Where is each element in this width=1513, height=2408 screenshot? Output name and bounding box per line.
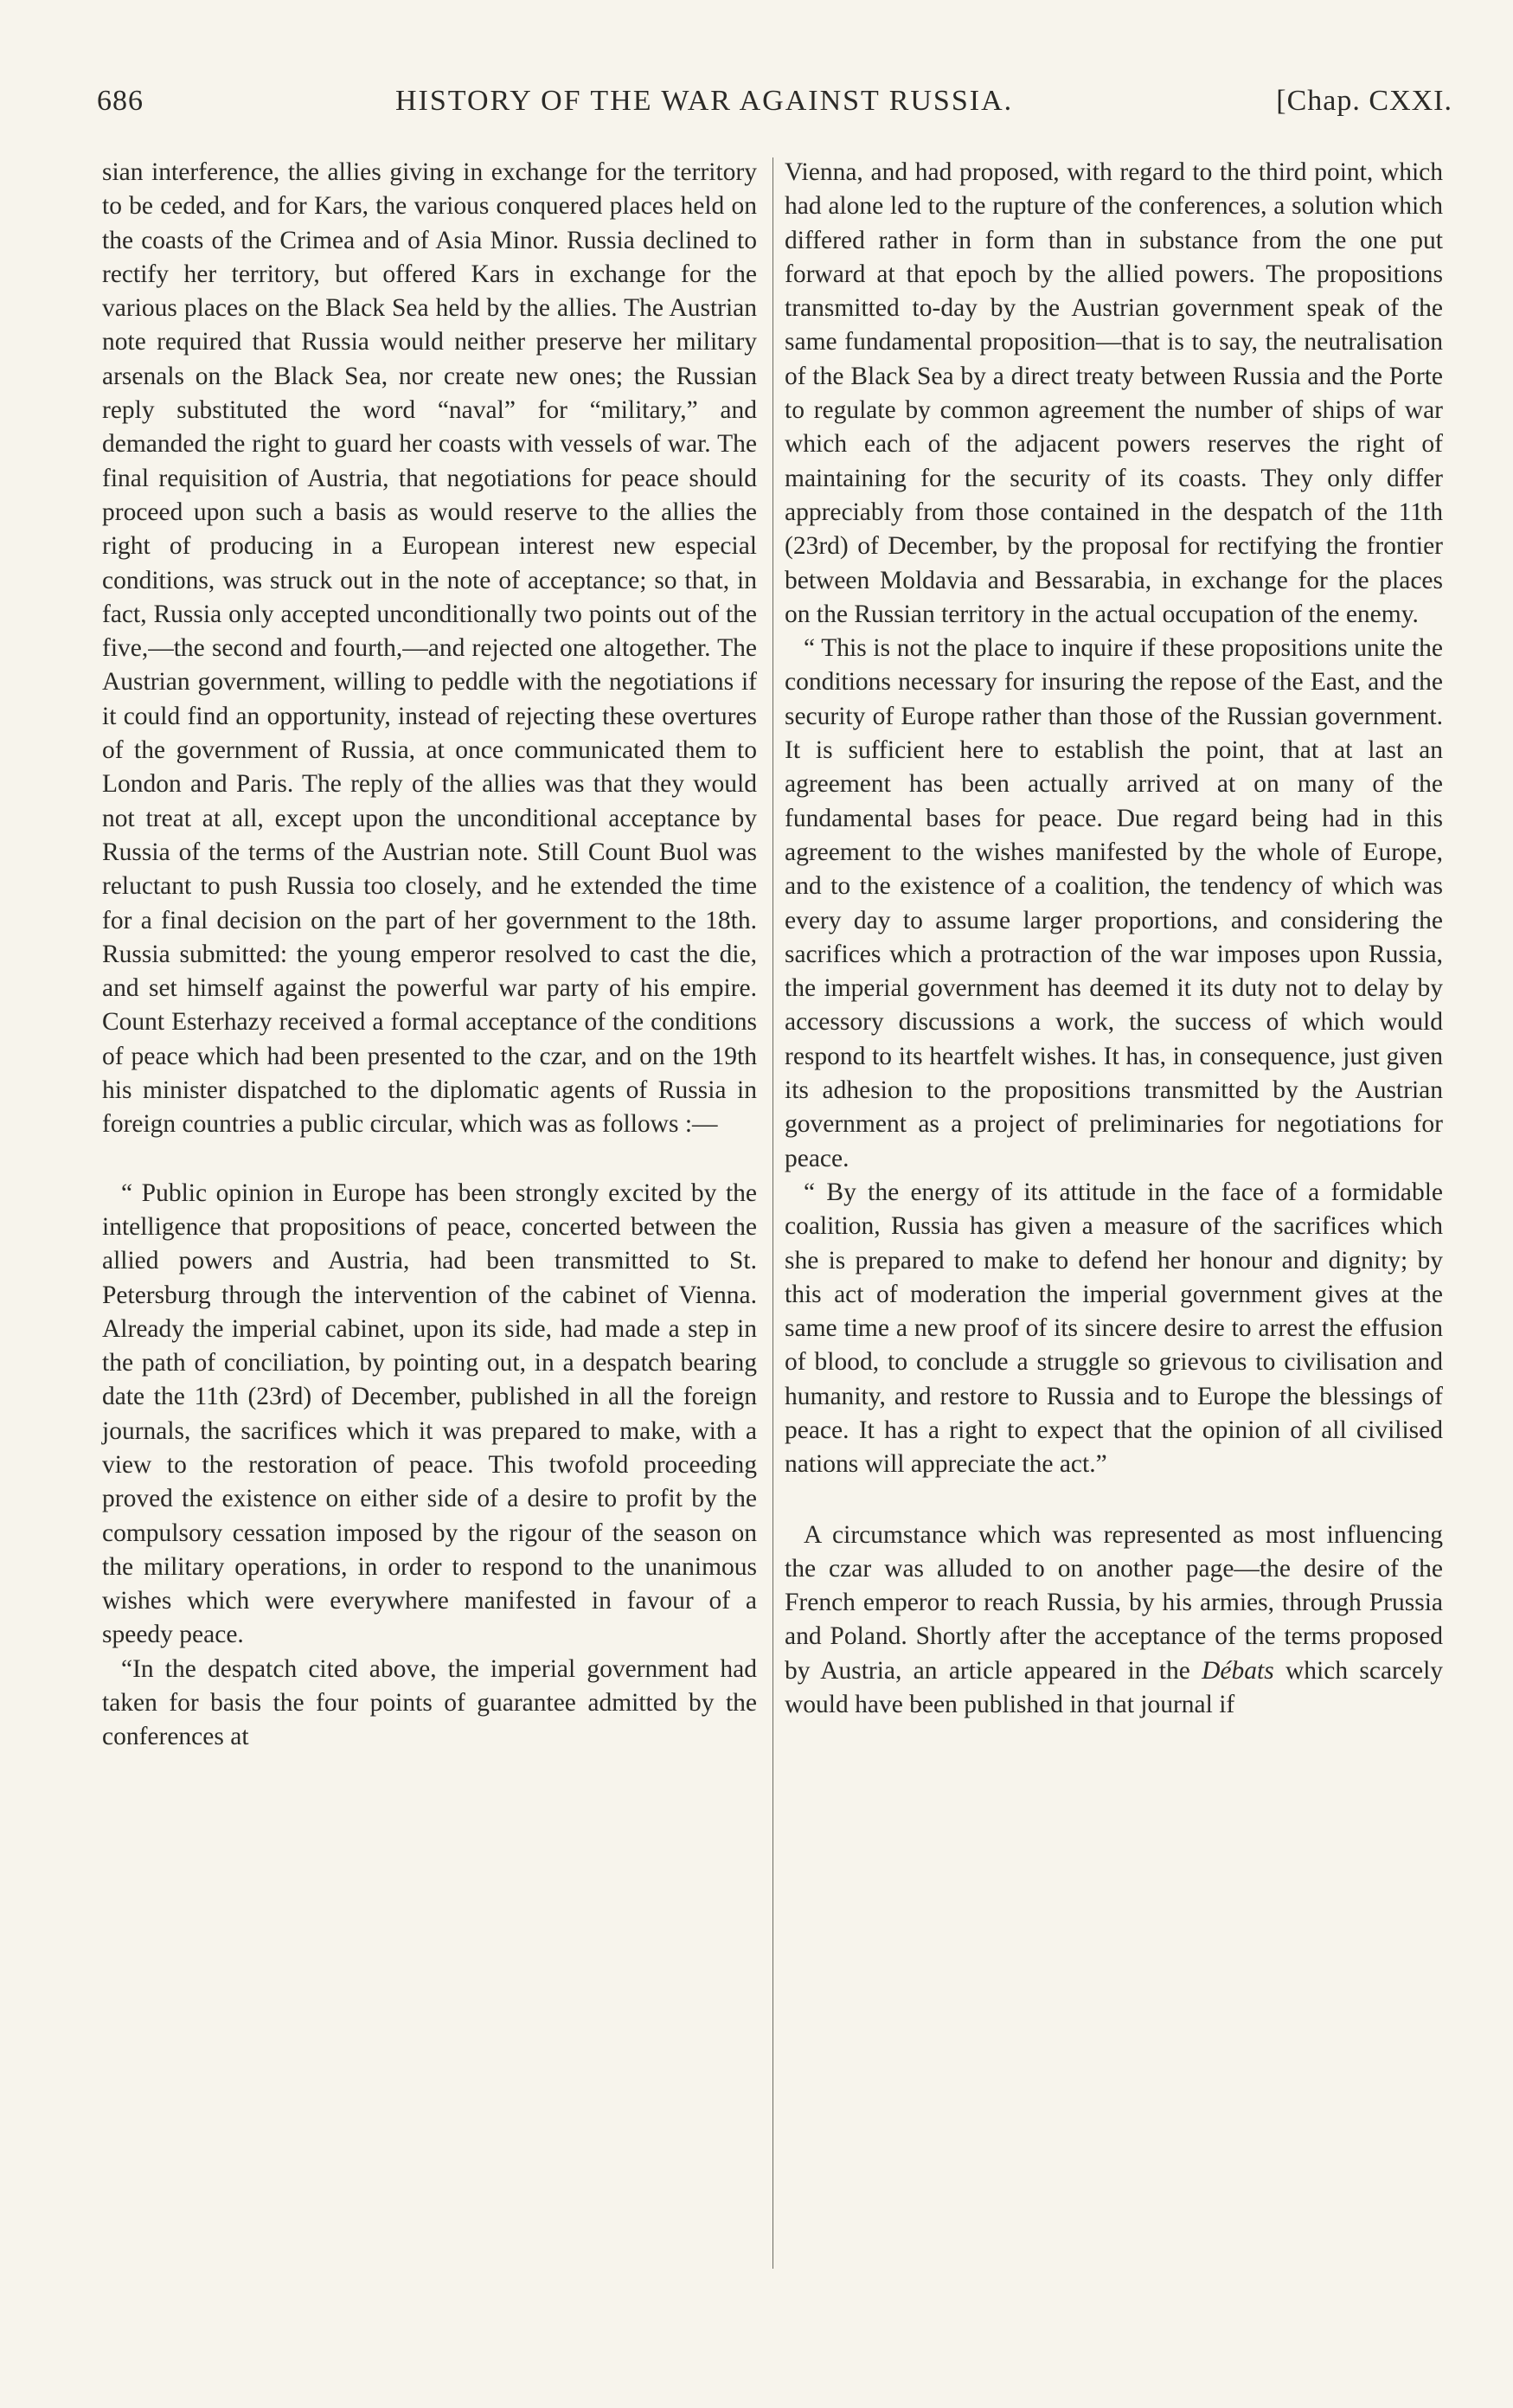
- right-paragraph-4: [785, 1519, 1443, 1723]
- page-header: [97, 85, 1452, 130]
- right-quote-paragraph-3: “ By the energy of its attitude in the face of a formidable coalition, Russia has given a measure of the sacrifices which she is prepared to make to defend her honour and dignity; by this act of moderation the imperial government gives at the same time a new proof of its sincere desire to arrest the effusion of blood, to conclude a struggle so grievous to civilisation and humanity, and restore to Russia and to Europe the blessings of peace. It has a right to expect that the opinion of all civilised nations will appreciate the act.”: [785, 1178, 1443, 1479]
- left-quote-paragraph-1: “ Public opinion in Europe has been strongly excited by the intelligence that propositions of peace, concerted between the allied powers and Austria, had been transmitted to St. Petersburg through the intervention of the cabinet of Vienna. Already the imperial cabinet, upon its side, had made a step in the path of conciliation, by pointing out, in a despatch bearing date the 11th (23rd) of December, published in all the foreign journals, the sacrifices which it was prepared to make, with a view to the restoration of peace. This twofold proceeding proved the existence on either side of a desire to profit by the compulsory cessation imposed by the rigour of the season on the military operations, in order to respond to the unanimous wishes which were everywhere manifested in favour of a speedy peace.: [102, 1178, 757, 1649]
- left-column: [102, 156, 757, 1755]
- right-quote-paragraph-2: “ This is not the place to inquire if these propositions unite the conditions necessary for insuring the repose of the East, and the security of Europe rather than those of the Russian government. It is sufficient here to establish the point, that at last an agreement has been actually arrived at on many of the fundamental bases for peace. Due regard being had in this agreement to the wishes manifested by the whole of Europe, and to the existence of a coalition, the tendency of which was every day to assume larger proportions, and considering the sacrifices which a protraction of the war imposes upon Russia, the imperial government has deemed it its duty not to delay by accessory discussions a work, the success of which would respond to its heartfelt wishes. It has, in consequence, just given its adhesion to the propositions transmitted by the Austrian government as a project of preliminaries for negotiations for peace.: [785, 634, 1443, 1172]
- left-quote-paragraph-2: “In the despatch cited above, the imperial government had taken for basis the four points of guarantee admitted by the conferences at: [102, 1654, 757, 1751]
- right-paragraph-1: Vienna, and had proposed, with regard to the third point, which had alone led to the rupture of the conferences, a solution which differed rather in form than in substance from the one put forward at that epoch by the allied powers. The propositions transmitted to-day by the Austrian government speak of the same fundamental proposition—that is to say, the neutralisation of the Black Sea by a direct treaty between Russia and the Porte to regulate by common agreement the number of ships of war which each of the adjacent powers reserves the right of maintaining for the security of its coasts. They only differ appreciably from those contained in the despatch of the 11th (23rd) of December, by the proposal for rectifying the frontier between Moldavia and Bessarabia, in exchange for the places on the Russian territory in the actual occupation of the enemy.: [785, 158, 1443, 628]
- running-title: HISTORY OF THE WAR AGAINST RUSSIA.: [395, 85, 1014, 117]
- journal-name: Débats: [1202, 1656, 1274, 1685]
- right-paragraph-4-tail: which scarcely would have been published in that journal if: [785, 1656, 1444, 1719]
- right-paragraph-4-text: A circumstance which was represented as most influencing the czar was alluded to on another page—the desire of the French emperor to reach Russia, by his armies, through Prussia and Poland. Shortly after the acceptance of the terms proposed by Austria, an article appeared in the: [785, 1520, 1443, 1685]
- page-number: 686: [97, 85, 144, 117]
- right-column: [785, 156, 1443, 1722]
- left-paragraph-1: sian interference, the allies giving in exchange for the territory to be ceded, and for Kars, the various conquered places held on the coasts of the Crimea and of Asia Minor. Russia declined to rectify her territory, but offered Kars in exchange for the various places on the Black Sea held by the allies. The Austrian note required that Russia would neither preserve her military arsenals on the Black Sea, nor create new ones; the Russian reply substituted the word “naval” for “military,” and demanded the right to guard her coasts with vessels of war. The final requisition of Austria, that negotiations for peace should proceed upon such a basis as would reserve to the allies the right of producing in a European interest new especial conditions, was struck out in the note of acceptance; so that, in fact, Russia only accepted unconditionally two points out of the five,—the second and fourth,—and rejected one altogether. The Austrian government, willing to peddle with the negotiations if it could find an opportunity, instead of rejecting these overtures of the government of Russia, at once communicated them to London and Paris. The reply of the allies was that they would not treat at all, except upon the unconditional acceptance by Russia of the terms of the Austrian note. Still Count Buol was reluctant to push Russia too closely, and he extended the time for a final decision on the part of her government to the 18th. Russia submitted: the young emperor resolved to cast the die, and set himself against the powerful war party of his empire. Count Esterhazy received a formal acceptance of the conditions of peace which had been presented to the czar, and on the 19th his minister dispatched to the diplomatic agents of Russia in foreign countries a public circular, which was as follows :—: [102, 158, 757, 1139]
- chapter-label: [Chap. CXXI.: [1276, 85, 1452, 117]
